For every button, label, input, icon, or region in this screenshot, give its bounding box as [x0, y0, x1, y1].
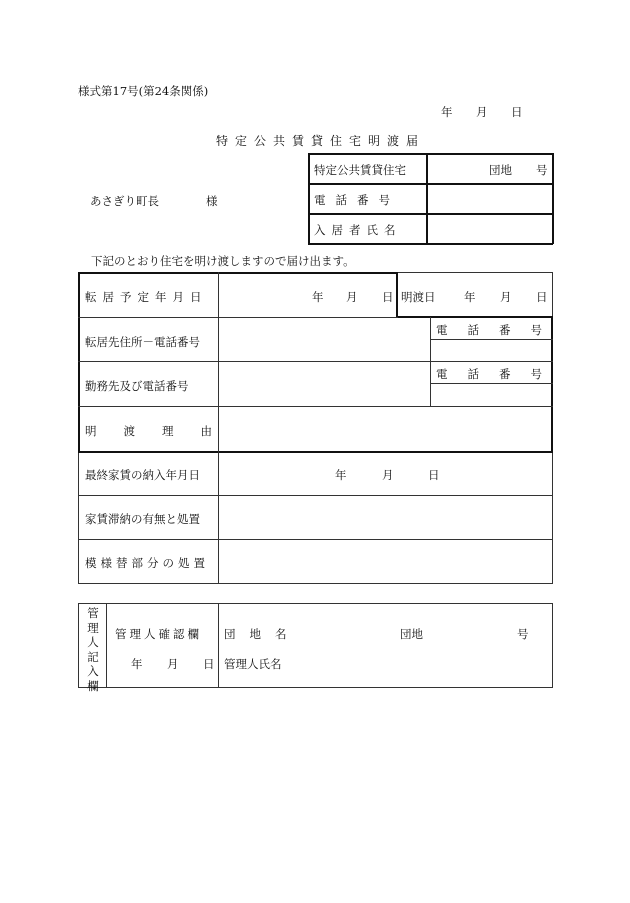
- remodel-label: 模様替部分の処置: [85, 556, 209, 570]
- remodel-field[interactable]: [222, 543, 548, 579]
- resident-name-label: 入居者氏名: [314, 223, 402, 237]
- reason-label: 明渡理由: [85, 424, 239, 438]
- move-date-year: 年: [312, 290, 324, 304]
- workplace-phone-field[interactable]: [433, 386, 549, 403]
- last-rent-year: 年: [335, 468, 347, 482]
- vacate-date-day: 日: [536, 290, 548, 304]
- arrears-label: 家賃滞納の有無と処置: [85, 512, 200, 526]
- workplace-field[interactable]: [222, 365, 427, 403]
- confirm-year: 年: [131, 657, 143, 671]
- reason-field[interactable]: [222, 410, 548, 448]
- date-header-year: 年: [441, 105, 453, 119]
- manager-name-field[interactable]: [290, 650, 548, 674]
- move-date-month: 月: [346, 290, 358, 304]
- vacate-date-label: 明渡日: [401, 290, 436, 304]
- vacate-date-month: 月: [500, 290, 512, 304]
- new-address-phone-label: 電話番号: [436, 323, 562, 337]
- last-rent-month: 月: [382, 468, 394, 482]
- vacate-date-year: 年: [464, 290, 476, 304]
- addressee-name: あさぎり町長: [90, 194, 159, 208]
- last-rent-day: 日: [428, 468, 440, 482]
- resident-name-field[interactable]: [430, 217, 550, 241]
- housing-label: 特定公共賃貸住宅: [314, 163, 406, 177]
- danchi-name-label: 団地名: [224, 627, 301, 641]
- housing-go: 号: [536, 163, 548, 177]
- new-address-field[interactable]: [222, 321, 427, 359]
- confirm-day: 日: [203, 657, 215, 671]
- phone-label: 電話番号: [314, 193, 400, 207]
- manager-confirm-label: 管理人確認欄: [115, 627, 202, 641]
- manager-name-label: 管理人氏名: [224, 657, 282, 671]
- move-date-label: 転居予定年月日: [85, 290, 208, 304]
- move-date-day: 日: [382, 290, 394, 304]
- new-address-label: 転居先住所－電話番号: [85, 335, 200, 349]
- manager-go: 号: [517, 627, 529, 641]
- phone-field[interactable]: [430, 187, 550, 211]
- date-header-month: 月: [476, 105, 488, 119]
- confirm-month: 月: [167, 657, 179, 671]
- manager-danchi: 団地: [400, 627, 423, 641]
- manager-side-label: 管理人記入欄: [87, 606, 99, 693]
- page-title: 特定公共賃貸住宅明渡届: [216, 134, 426, 148]
- housing-danchi: 団地: [489, 163, 512, 177]
- addressee-honorific: 様: [206, 194, 218, 208]
- form-number: 様式第17号(第24条関係): [78, 84, 209, 98]
- workplace-label: 勤務先及び電話番号: [85, 379, 189, 393]
- arrears-field[interactable]: [222, 499, 548, 535]
- intro-text: 下記のとおり住宅を明け渡しますので届け出ます。: [91, 254, 355, 268]
- new-address-phone-field[interactable]: [433, 342, 549, 359]
- date-header-day: 日: [511, 105, 523, 119]
- workplace-phone-label: 電話番号: [436, 367, 562, 381]
- last-rent-label: 最終家賃の納入年月日: [85, 468, 200, 482]
